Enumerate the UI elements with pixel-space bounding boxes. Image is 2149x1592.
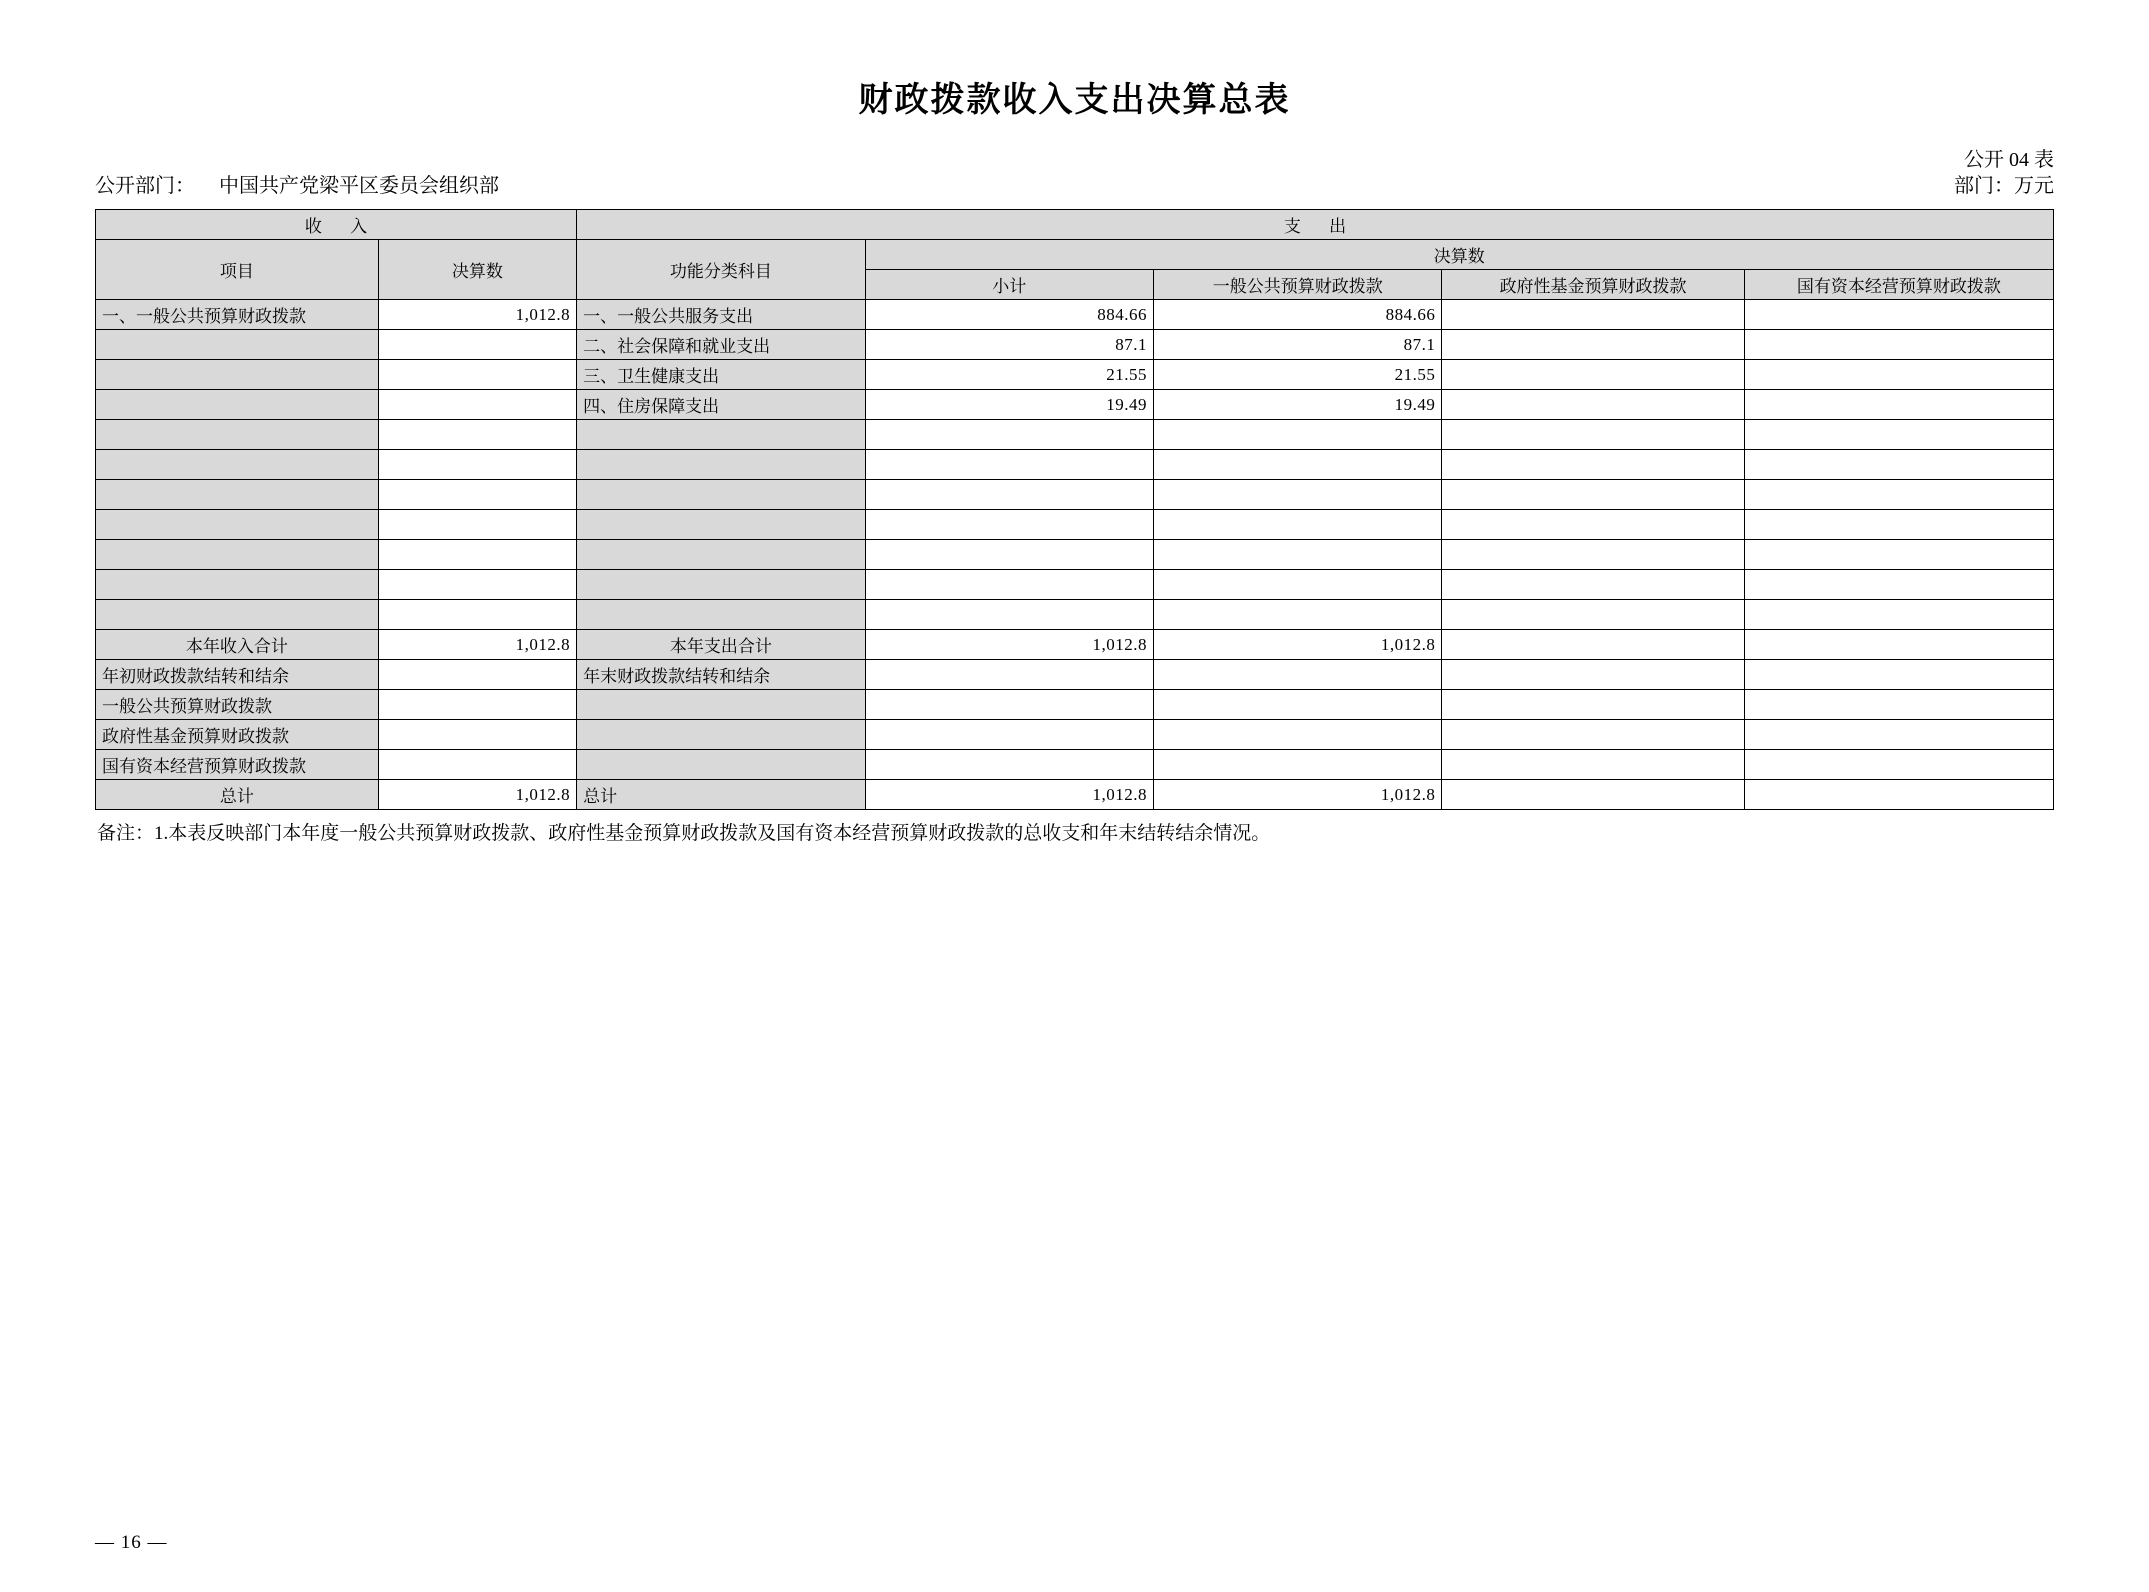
expense-gov-fund [1442, 330, 1744, 360]
income-item [96, 420, 379, 450]
grand-total-subtotal: 1,012.8 [865, 780, 1153, 810]
expense-subtotal [865, 420, 1153, 450]
grand-total-expense-label: 总计 [577, 780, 865, 810]
income-item [96, 480, 379, 510]
expense-general-public [1153, 480, 1441, 510]
grand-total-income-label: 总计 [96, 780, 379, 810]
carryover-subtotal [865, 690, 1153, 720]
expense-subtotal [865, 510, 1153, 540]
table-header-row-1 [96, 240, 2054, 270]
expense-gov-fund [1442, 300, 1744, 330]
carryover-row [96, 750, 2054, 780]
expense-item [577, 420, 865, 450]
table-row [96, 330, 2054, 360]
expense-gov-fund [1442, 480, 1744, 510]
expense-general-public [1153, 600, 1441, 630]
income-item [96, 360, 379, 390]
expense-item: 四、住房保障支出 [577, 390, 865, 420]
table-row [96, 420, 2054, 450]
carryover-state-capital [1744, 660, 2053, 690]
carryover-expense-label [577, 750, 865, 780]
table-note: 备注：1.本表反映部门本年度一般公共预算财政拨款、政府性基金预算财政拨款及国有资本经营预算财政拨款的总收支和年末结转结余情况。 [97, 823, 1271, 844]
expense-item [577, 450, 865, 480]
income-value [378, 330, 576, 360]
department-line [95, 169, 499, 198]
expense-subtotal [865, 480, 1153, 510]
expense-item [577, 600, 865, 630]
expense-subtotal [865, 450, 1153, 480]
carryover-gov-fund [1442, 720, 1744, 750]
expense-total-fund [1442, 630, 1744, 660]
carryover-expense-label: 年末财政拨款结转和结余 [577, 660, 865, 690]
expense-general-public: 21.55 [1153, 360, 1441, 390]
carryover-general-public [1153, 750, 1441, 780]
expense-total-general: 1,012.8 [1153, 630, 1441, 660]
table-row [96, 480, 2054, 510]
table-row [96, 450, 2054, 480]
department-name: 中国共产党梁平区委员会组织部 [219, 175, 499, 197]
carryover-general-public [1153, 720, 1441, 750]
carryover-income-label: 一般公共预算财政拨款 [96, 690, 379, 720]
carryover-income-value [378, 720, 576, 750]
income-item [96, 540, 379, 570]
carryover-general-public [1153, 690, 1441, 720]
grand-total-general: 1,012.8 [1153, 780, 1441, 810]
table-row [96, 570, 2054, 600]
expense-subtotal: 87.1 [865, 330, 1153, 360]
expense-total-subtotal: 1,012.8 [865, 630, 1153, 660]
carryover-state-capital [1744, 750, 2053, 780]
carryover-gov-fund [1442, 690, 1744, 720]
expense-subtotal: 884.66 [865, 300, 1153, 330]
document-page [0, 72, 2149, 1592]
expense-state-capital [1744, 510, 2053, 540]
page-title: 财政拨款收入支出决算总表 [858, 82, 1291, 119]
grand-total-income-value: 1,012.8 [378, 780, 576, 810]
page-number: — 16 — [95, 1532, 168, 1553]
table-row [96, 300, 2054, 330]
grand-total-row [96, 780, 2054, 810]
expense-state-capital [1744, 420, 2053, 450]
header-subtotal: 小计 [865, 270, 1153, 300]
carryover-subtotal [865, 720, 1153, 750]
expense-item [577, 570, 865, 600]
expense-state-capital [1744, 300, 2053, 330]
department-label: 公开部门： [95, 175, 195, 197]
summary-row [96, 630, 2054, 660]
carryover-gov-fund [1442, 660, 1744, 690]
grand-total-capital [1744, 780, 2053, 810]
table-row [96, 540, 2054, 570]
income-item [96, 330, 379, 360]
expense-general-public [1153, 540, 1441, 570]
expense-state-capital [1744, 570, 2053, 600]
income-total-value: 1,012.8 [378, 630, 576, 660]
carryover-state-capital [1744, 690, 2053, 720]
income-value [378, 570, 576, 600]
income-item: 一、一般公共预算财政拨款 [96, 300, 379, 330]
expense-state-capital [1744, 480, 2053, 510]
group-header-income: 收 入 [96, 210, 577, 240]
expense-general-public: 87.1 [1153, 330, 1441, 360]
grand-total-fund [1442, 780, 1744, 810]
expense-item: 三、卫生健康支出 [577, 360, 865, 390]
income-value [378, 360, 576, 390]
carryover-subtotal [865, 750, 1153, 780]
expense-general-public: 19.49 [1153, 390, 1441, 420]
budget-table [95, 209, 2054, 810]
document-meta [95, 143, 2054, 197]
expense-state-capital [1744, 360, 2053, 390]
carryover-income-label: 国有资本经营预算财政拨款 [96, 750, 379, 780]
table-row [96, 390, 2054, 420]
expense-state-capital [1744, 540, 2053, 570]
expense-subtotal [865, 540, 1153, 570]
expense-item: 一、一般公共服务支出 [577, 300, 865, 330]
carryover-row [96, 720, 2054, 750]
expense-gov-fund [1442, 450, 1744, 480]
header-expense-category: 功能分类科目 [577, 240, 865, 300]
income-item [96, 570, 379, 600]
carryover-income-value [378, 750, 576, 780]
expense-general-public [1153, 510, 1441, 540]
carryover-general-public [1153, 660, 1441, 690]
expense-item [577, 510, 865, 540]
expense-gov-fund [1442, 360, 1744, 390]
income-value [378, 600, 576, 630]
income-value [378, 540, 576, 570]
income-value [378, 420, 576, 450]
expense-item: 二、社会保障和就业支出 [577, 330, 865, 360]
expense-subtotal: 19.49 [865, 390, 1153, 420]
income-item [96, 390, 379, 420]
table-row [96, 360, 2054, 390]
carryover-state-capital [1744, 720, 2053, 750]
expense-general-public [1153, 420, 1441, 450]
expense-total-capital [1744, 630, 2053, 660]
group-header-expense: 支 出 [577, 210, 2054, 240]
expense-state-capital [1744, 450, 2053, 480]
header-income-final: 决算数 [378, 240, 576, 300]
expense-state-capital [1744, 600, 2053, 630]
income-value: 1,012.8 [378, 300, 576, 330]
expense-state-capital [1744, 390, 2053, 420]
expense-gov-fund [1442, 510, 1744, 540]
income-value [378, 510, 576, 540]
expense-gov-fund [1442, 570, 1744, 600]
header-income-item: 项目 [96, 240, 379, 300]
carryover-row [96, 690, 2054, 720]
expense-subtotal [865, 570, 1153, 600]
table-group-header-row [96, 210, 2054, 240]
income-value [378, 480, 576, 510]
income-total-label: 本年收入合计 [96, 630, 379, 660]
carryover-income-value [378, 660, 576, 690]
unit-label: 部门：万元 [1954, 175, 2054, 197]
expense-total-label: 本年支出合计 [577, 630, 865, 660]
carryover-income-label: 年初财政拨款结转和结余 [96, 660, 379, 690]
carryover-income-label: 政府性基金预算财政拨款 [96, 720, 379, 750]
expense-subtotal: 21.55 [865, 360, 1153, 390]
form-number: 公开 04 表 [1964, 149, 2054, 171]
expense-gov-fund [1442, 390, 1744, 420]
carryover-row [96, 660, 2054, 690]
expense-item [577, 480, 865, 510]
expense-item [577, 540, 865, 570]
carryover-expense-label [577, 720, 865, 750]
income-value [378, 450, 576, 480]
income-value [378, 390, 576, 420]
income-item [96, 450, 379, 480]
carryover-subtotal [865, 660, 1153, 690]
carryover-income-value [378, 690, 576, 720]
expense-state-capital [1744, 330, 2053, 360]
expense-general-public: 884.66 [1153, 300, 1441, 330]
expense-gov-fund [1442, 540, 1744, 570]
header-general-public: 一般公共预算财政拨款 [1153, 270, 1441, 300]
expense-gov-fund [1442, 600, 1744, 630]
expense-general-public [1153, 450, 1441, 480]
header-state-capital: 国有资本经营预算财政拨款 [1744, 270, 2053, 300]
header-expense-final: 决算数 [865, 240, 2053, 270]
table-row [96, 600, 2054, 630]
header-gov-fund: 政府性基金预算财政拨款 [1442, 270, 1744, 300]
expense-subtotal [865, 600, 1153, 630]
income-item [96, 510, 379, 540]
expense-general-public [1153, 570, 1441, 600]
income-item [96, 600, 379, 630]
carryover-expense-label [577, 690, 865, 720]
table-row [96, 510, 2054, 540]
carryover-gov-fund [1442, 750, 1744, 780]
expense-gov-fund [1442, 420, 1744, 450]
